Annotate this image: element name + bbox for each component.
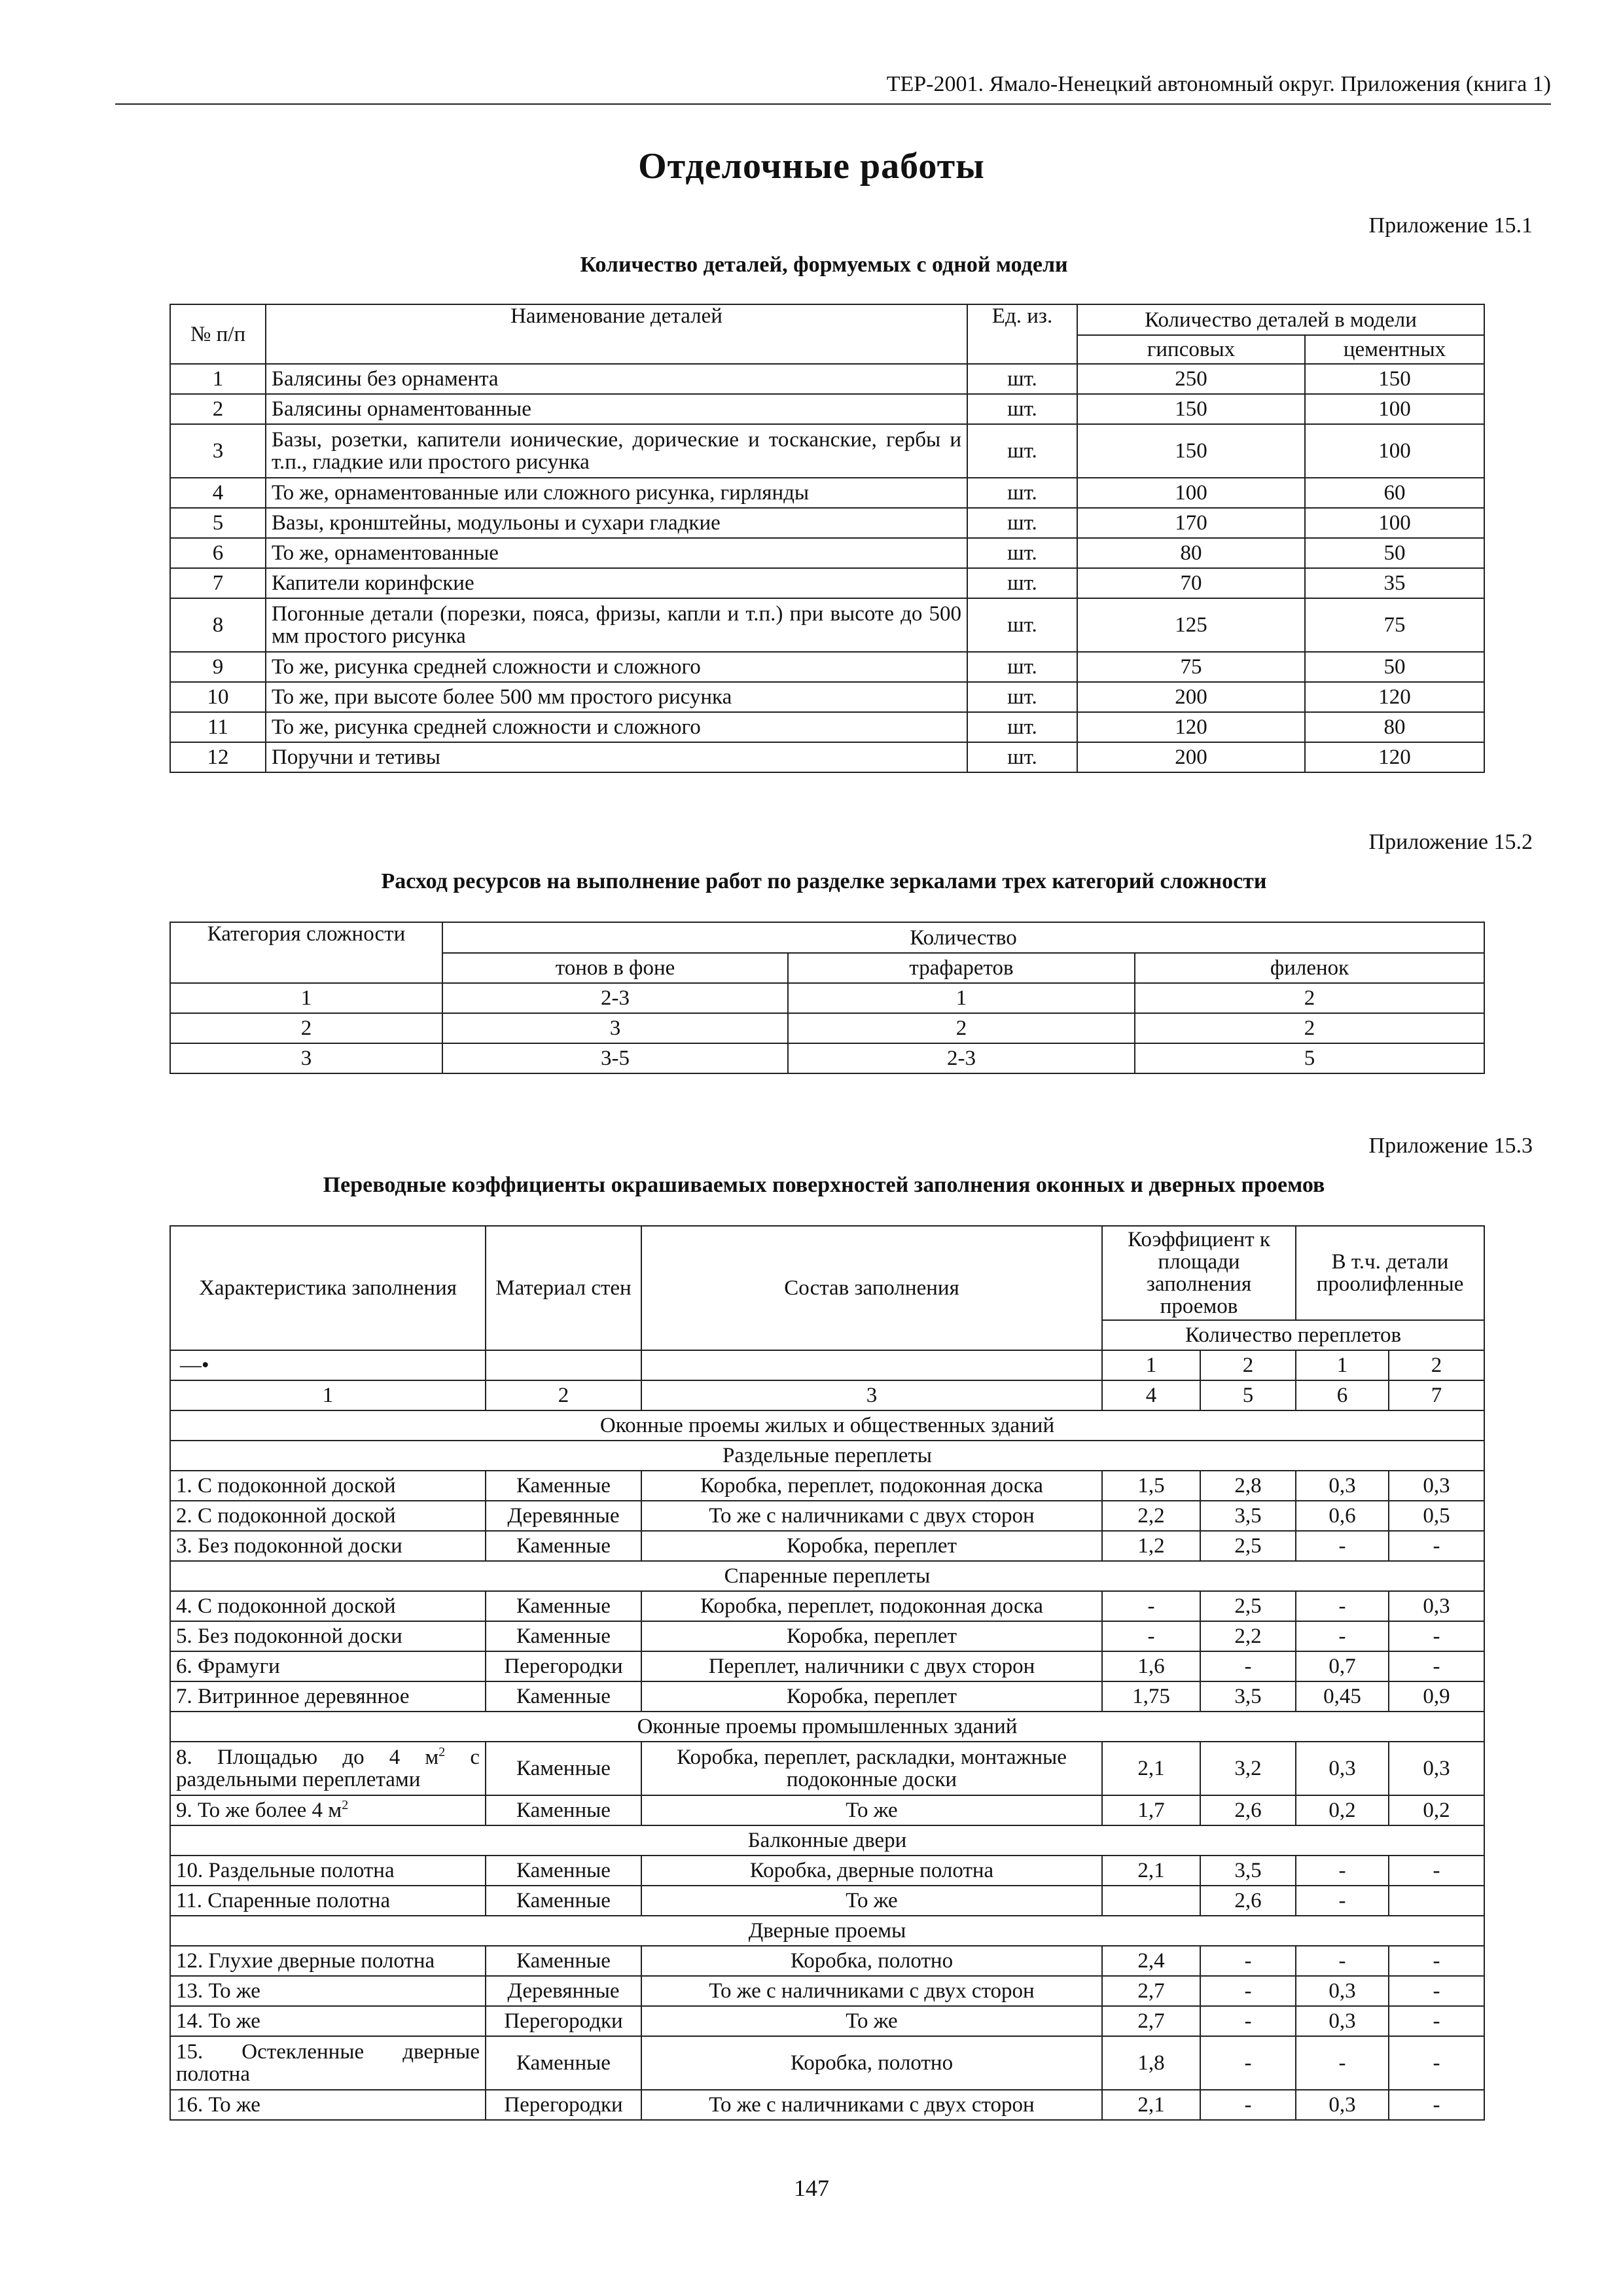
cell-name: Балясины орнаментованные bbox=[266, 394, 967, 424]
cell-panels: 5 bbox=[1135, 1043, 1484, 1073]
cell-unit: шт. bbox=[967, 538, 1077, 568]
cell-characteristic: 1. С подоконной доской bbox=[170, 1471, 486, 1501]
page-number: 147 bbox=[794, 2175, 829, 2201]
cell-value: 0,3 bbox=[1296, 1471, 1389, 1501]
cell-characteristic: 14. То же bbox=[170, 2006, 486, 2036]
table-row bbox=[170, 2090, 1484, 2120]
cell-number: 9 bbox=[170, 652, 266, 682]
cell-unit: шт. bbox=[967, 652, 1077, 682]
cell-characteristic: 3. Без подоконной доски bbox=[170, 1531, 486, 1561]
cell-value: 2,6 bbox=[1200, 1795, 1296, 1825]
cell-value: 2,5 bbox=[1200, 1591, 1296, 1621]
cell-value: - bbox=[1200, 1651, 1296, 1681]
cell-value: - bbox=[1389, 1621, 1484, 1651]
cell-name: Поручни и тетивы bbox=[266, 742, 967, 772]
cell-value: 0,9 bbox=[1389, 1681, 1484, 1712]
table-row bbox=[170, 682, 1484, 712]
subsection-heading: Раздельные переплеты bbox=[170, 1441, 1484, 1471]
table-row bbox=[170, 1651, 1484, 1681]
mirror-resources-table bbox=[169, 922, 1485, 1074]
cell-panels: 2 bbox=[1135, 1013, 1484, 1043]
table-caption-15-1: Количество деталей, формуемых с одной модели bbox=[580, 253, 1068, 277]
cell-unit: шт. bbox=[967, 424, 1077, 478]
cell-value: - bbox=[1389, 2036, 1484, 2090]
cell-gypsum: 100 bbox=[1077, 478, 1305, 508]
column-number: 2 bbox=[486, 1380, 641, 1410]
col-header-unit: Ед. из. bbox=[967, 304, 1077, 364]
cell-composition: То же с наличниками с двух сторон bbox=[641, 1501, 1102, 1531]
cell-value: 0,3 bbox=[1296, 2006, 1389, 2036]
cell-value: - bbox=[1296, 1946, 1389, 1976]
cell-material: Каменные bbox=[486, 1621, 641, 1651]
sub-number: 1 bbox=[1296, 1350, 1389, 1380]
cell-gypsum: 70 bbox=[1077, 568, 1305, 598]
cell-unit: шт. bbox=[967, 742, 1077, 772]
cell-characteristic: 16. То же bbox=[170, 2090, 486, 2120]
col-header-composition: Состав заполнения bbox=[641, 1226, 1102, 1350]
col-header-frames-count: Количество переплетов bbox=[1102, 1320, 1484, 1350]
cell-value: 0,3 bbox=[1389, 1471, 1484, 1501]
cell-cement: 100 bbox=[1305, 508, 1484, 538]
col-header-oiled-parts: В т.ч. детали проолифленные bbox=[1296, 1226, 1484, 1320]
cell-number: 11 bbox=[170, 712, 266, 742]
table-caption-15-2: Расход ресурсов на выполнение работ по разделке зеркалами трех категорий сложности bbox=[381, 869, 1267, 893]
cell-material: Деревянные bbox=[486, 1501, 641, 1531]
cell-unit: шт. bbox=[967, 598, 1077, 652]
cell-category: 1 bbox=[170, 983, 442, 1013]
cell-stencils: 1 bbox=[788, 983, 1135, 1013]
cell-material: Каменные bbox=[486, 1471, 641, 1501]
cell-gypsum: 200 bbox=[1077, 742, 1305, 772]
cell-material: Каменные bbox=[486, 1946, 641, 1976]
table-row bbox=[170, 1886, 1484, 1916]
cell-material: Перегородки bbox=[486, 2090, 641, 2120]
col-header-quantity: Количество деталей в модели bbox=[1077, 304, 1484, 335]
cell-gypsum: 75 bbox=[1077, 652, 1305, 682]
cell-number: 3 bbox=[170, 424, 266, 478]
cell-unit: шт. bbox=[967, 394, 1077, 424]
cell-gypsum: 200 bbox=[1077, 682, 1305, 712]
cell-name: То же, орнаментованные bbox=[266, 538, 967, 568]
cell-material: Каменные bbox=[486, 2036, 641, 2090]
cell-value: 1,8 bbox=[1102, 2036, 1200, 2090]
cell-material: Каменные bbox=[486, 1856, 641, 1886]
running-header: ТЕР-2001. Ямало-Ненецкий автономный округ. Приложения (книга 1) bbox=[115, 71, 1551, 105]
cell-composition: Коробка, полотно bbox=[641, 2036, 1102, 2090]
appendix-label-15-3: Приложение 15.3 bbox=[1368, 1134, 1533, 1158]
cell-value: - bbox=[1389, 1946, 1484, 1976]
col-header-quantity: Количество bbox=[442, 922, 1484, 953]
cell-value: 2,5 bbox=[1200, 1531, 1296, 1561]
cell-unit: шт. bbox=[967, 682, 1077, 712]
cell-value: - bbox=[1296, 2036, 1389, 2090]
cell-value: - bbox=[1200, 2006, 1296, 2036]
section-heading: Оконные проемы промышленных зданий bbox=[170, 1712, 1484, 1742]
cell-gypsum: 170 bbox=[1077, 508, 1305, 538]
cell-value: 1,5 bbox=[1102, 1471, 1200, 1501]
cell-characteristic: 2. С подоконной доской bbox=[170, 1501, 486, 1531]
cell-composition: То же bbox=[641, 1795, 1102, 1825]
cell-number: 1 bbox=[170, 364, 266, 394]
cell-gypsum: 150 bbox=[1077, 394, 1305, 424]
coefficients-table bbox=[169, 1225, 1485, 2121]
table-row bbox=[170, 1043, 1484, 1073]
sub-number: 2 bbox=[1389, 1350, 1484, 1380]
cell-value: 3,5 bbox=[1200, 1501, 1296, 1531]
cell-composition: То же с наличниками с двух сторон bbox=[641, 2090, 1102, 2120]
cell-value: 2,2 bbox=[1102, 1501, 1200, 1531]
cell-characteristic: 7. Витринное деревянное bbox=[170, 1681, 486, 1712]
cell-name: Балясины без орнамента bbox=[266, 364, 967, 394]
cell-value: - bbox=[1296, 1531, 1389, 1561]
cell-value: 0,2 bbox=[1296, 1795, 1389, 1825]
cell-cement: 50 bbox=[1305, 652, 1484, 682]
cell-value: - bbox=[1200, 1946, 1296, 1976]
cell-name: Базы, розетки, капители ионические, дорические и тосканские, гербы и т.п., гладкие или простого рисунка bbox=[266, 424, 967, 478]
cell-cement: 100 bbox=[1305, 424, 1484, 478]
table-row bbox=[170, 1621, 1484, 1651]
col-header-characteristic: Характеристика заполнения bbox=[170, 1226, 486, 1350]
cell-material: Перегородки bbox=[486, 1651, 641, 1681]
cell-name: То же, при высоте более 500 мм простого рисунка bbox=[266, 682, 967, 712]
cell-category: 3 bbox=[170, 1043, 442, 1073]
cell-tones: 2-3 bbox=[442, 983, 788, 1013]
cell-value: 0,6 bbox=[1296, 1501, 1389, 1531]
cell-gypsum: 80 bbox=[1077, 538, 1305, 568]
cell-value: - bbox=[1389, 1856, 1484, 1886]
cell-value: - bbox=[1200, 1976, 1296, 2006]
cell-number: 8 bbox=[170, 598, 266, 652]
cell-tones: 3 bbox=[442, 1013, 788, 1043]
cell-value: 2,7 bbox=[1102, 2006, 1200, 2036]
table-row bbox=[170, 1013, 1484, 1043]
column-number: 6 bbox=[1296, 1380, 1389, 1410]
table-row bbox=[170, 1795, 1484, 1825]
table-row bbox=[170, 1742, 1484, 1795]
cell-cement: 120 bbox=[1305, 742, 1484, 772]
cell-value: - bbox=[1296, 1856, 1389, 1886]
table-row bbox=[170, 1591, 1484, 1621]
cell-panels: 2 bbox=[1135, 983, 1484, 1013]
cell-material: Каменные bbox=[486, 1886, 641, 1916]
cell-cement: 120 bbox=[1305, 682, 1484, 712]
sub-number: 1 bbox=[1102, 1350, 1200, 1380]
cell-value: - bbox=[1200, 2036, 1296, 2090]
cell-cement: 150 bbox=[1305, 364, 1484, 394]
col-header-tones: тонов в фоне bbox=[442, 953, 788, 983]
cell-name: Погонные детали (порезки, пояса, фризы, капли и т.п.) при высоте до 500 мм простого рисунка bbox=[266, 598, 967, 652]
table-row bbox=[170, 1856, 1484, 1886]
table-row bbox=[170, 742, 1484, 772]
cell-composition: Коробка, переплет bbox=[641, 1621, 1102, 1651]
cell-material: Деревянные bbox=[486, 1976, 641, 2006]
cell-cement: 60 bbox=[1305, 478, 1484, 508]
table-row bbox=[170, 1501, 1484, 1531]
cell-value: 0,3 bbox=[1389, 1742, 1484, 1795]
cell-characteristic: 12. Глухие дверные полотна bbox=[170, 1946, 486, 1976]
cell-value: 0,5 bbox=[1389, 1501, 1484, 1531]
cell-value: - bbox=[1102, 1621, 1200, 1651]
cell-composition: Переплет, наличники с двух сторон bbox=[641, 1651, 1102, 1681]
cell-value: 2,1 bbox=[1102, 2090, 1200, 2120]
table-row bbox=[170, 983, 1484, 1013]
cell-composition: То же bbox=[641, 1886, 1102, 1916]
cell-value: - bbox=[1389, 1976, 1484, 2006]
table-row bbox=[170, 1531, 1484, 1561]
cell-value: 0,7 bbox=[1296, 1651, 1389, 1681]
table-row bbox=[170, 1976, 1484, 2006]
col-header-wall-material: Материал стен bbox=[486, 1226, 641, 1350]
cell-cement: 75 bbox=[1305, 598, 1484, 652]
cell-composition: То же с наличниками с двух сторон bbox=[641, 1976, 1102, 2006]
cell-composition: Коробка, переплет, подоконная доска bbox=[641, 1591, 1102, 1621]
cell-stencils: 2-3 bbox=[788, 1043, 1135, 1073]
cell-characteristic: 8. Площадью до 4 $м^2$ с раздельными переплетами bbox=[170, 1742, 486, 1795]
section-heading: Оконные проемы жилых и общественных зданий bbox=[170, 1410, 1484, 1441]
cell-characteristic: 6. Фрамуги bbox=[170, 1651, 486, 1681]
cell-characteristic: 13. То же bbox=[170, 1976, 486, 2006]
table-row bbox=[170, 538, 1484, 568]
cell-value: 0,3 bbox=[1296, 2090, 1389, 2120]
cell-value: 1,2 bbox=[1102, 1531, 1200, 1561]
cell-value: - bbox=[1296, 1886, 1389, 1916]
appendix-label-15-1: Приложение 15.1 bbox=[1368, 213, 1533, 238]
col-header-panels: филенок bbox=[1135, 953, 1484, 983]
table-row bbox=[170, 508, 1484, 538]
cell-value: 0,3 bbox=[1296, 1976, 1389, 2006]
column-number: 4 bbox=[1102, 1380, 1200, 1410]
cell-name: То же, рисунка средней сложности и сложного bbox=[266, 712, 967, 742]
col-header-number: № п/п bbox=[170, 304, 266, 364]
cell-composition: Коробка, переплет bbox=[641, 1681, 1102, 1712]
cell-value: 2,8 bbox=[1200, 1471, 1296, 1501]
cell-value: 2,6 bbox=[1200, 1886, 1296, 1916]
col-header-name: Наименование деталей bbox=[266, 304, 967, 364]
cell-name: Вазы, кронштейны, модульоны и сухари гладкие bbox=[266, 508, 967, 538]
cell-value: - bbox=[1296, 1621, 1389, 1651]
cell-value: 2,4 bbox=[1102, 1946, 1200, 1976]
cell-number: 5 bbox=[170, 508, 266, 538]
cell-number: 10 bbox=[170, 682, 266, 712]
cell-composition: Коробка, переплет bbox=[641, 1531, 1102, 1561]
cell-value: 1,75 bbox=[1102, 1681, 1200, 1712]
table-row bbox=[170, 1681, 1484, 1712]
cell-value: 0,3 bbox=[1296, 1742, 1389, 1795]
cell-gypsum: 120 bbox=[1077, 712, 1305, 742]
cell-stencils: 2 bbox=[788, 1013, 1135, 1043]
cell-value: 2,7 bbox=[1102, 1976, 1200, 2006]
cell-characteristic: 9. То же более 4 $м^2$ bbox=[170, 1795, 486, 1825]
cell-value: - bbox=[1102, 1591, 1200, 1621]
cell-value: 3,2 bbox=[1200, 1742, 1296, 1795]
cell-value: 2,1 bbox=[1102, 1742, 1200, 1795]
cell-composition: Коробка, полотно bbox=[641, 1946, 1102, 1976]
col-header-gypsum: гипсовых bbox=[1077, 335, 1305, 364]
appendix-label-15-2: Приложение 15.2 bbox=[1368, 830, 1533, 854]
table-row bbox=[170, 598, 1484, 652]
cell-gypsum: 125 bbox=[1077, 598, 1305, 652]
cell-value: - bbox=[1389, 1531, 1484, 1561]
cell-value: 0,2 bbox=[1389, 1795, 1484, 1825]
cell-number: 4 bbox=[170, 478, 266, 508]
cell-unit: шт. bbox=[967, 568, 1077, 598]
sub-number: 2 bbox=[1200, 1350, 1296, 1380]
cell-characteristic: 11. Спаренные полотна bbox=[170, 1886, 486, 1916]
cell-value: - bbox=[1200, 2090, 1296, 2120]
cell-characteristic: 10. Раздельные полотна bbox=[170, 1856, 486, 1886]
cell-value bbox=[1102, 1886, 1200, 1916]
column-number: 7 bbox=[1389, 1380, 1484, 1410]
cell-value: 2,1 bbox=[1102, 1856, 1200, 1886]
table-row bbox=[170, 1471, 1484, 1501]
cell-value: - bbox=[1389, 2090, 1484, 2120]
cell-unit: шт. bbox=[967, 478, 1077, 508]
cell-composition: Коробка, переплет, подоконная доска bbox=[641, 1471, 1102, 1501]
cell-number: 2 bbox=[170, 394, 266, 424]
table-row bbox=[170, 1946, 1484, 1976]
cell-value: - bbox=[1389, 1651, 1484, 1681]
cell-unit: шт. bbox=[967, 508, 1077, 538]
cell-value: 2,2 bbox=[1200, 1621, 1296, 1651]
table-row bbox=[170, 394, 1484, 424]
cell-value bbox=[1389, 1886, 1484, 1916]
table-row bbox=[170, 424, 1484, 478]
dash-mark: —• bbox=[170, 1350, 486, 1380]
cell-characteristic: 4. С подоконной доской bbox=[170, 1591, 486, 1621]
cell-material: Перегородки bbox=[486, 2006, 641, 2036]
cell-value: - bbox=[1296, 1591, 1389, 1621]
column-number: 3 bbox=[641, 1380, 1102, 1410]
cell-material: Каменные bbox=[486, 1795, 641, 1825]
col-header-coefficient: Коэффициент к площади заполнения проемов bbox=[1102, 1226, 1296, 1320]
cell-material: Каменные bbox=[486, 1742, 641, 1795]
cell-material: Каменные bbox=[486, 1681, 641, 1712]
cell-gypsum: 250 bbox=[1077, 364, 1305, 394]
subsection-heading: Спаренные переплеты bbox=[170, 1561, 1484, 1591]
cell-name: То же, орнаментованные или сложного рисунка, гирлянды bbox=[266, 478, 967, 508]
cell-characteristic: 5. Без подоконной доски bbox=[170, 1621, 486, 1651]
cell-material: Каменные bbox=[486, 1531, 641, 1561]
col-header-category: Категория сложности bbox=[170, 922, 442, 983]
col-header-stencils: трафаретов bbox=[788, 953, 1135, 983]
cell-characteristic: 15. Остекленные дверные полотна bbox=[170, 2036, 486, 2090]
section-heading: Дверные проемы bbox=[170, 1916, 1484, 1946]
cell-tones: 3-5 bbox=[442, 1043, 788, 1073]
cell-value: 3,5 bbox=[1200, 1856, 1296, 1886]
cell-number: 6 bbox=[170, 538, 266, 568]
cell-composition: То же bbox=[641, 2006, 1102, 2036]
cell-number: 7 bbox=[170, 568, 266, 598]
col-header-cement: цементных bbox=[1305, 335, 1484, 364]
column-number: 5 bbox=[1200, 1380, 1296, 1410]
column-number: 1 bbox=[170, 1380, 486, 1410]
cell-unit: шт. bbox=[967, 364, 1077, 394]
table-row bbox=[170, 712, 1484, 742]
details-table bbox=[169, 304, 1485, 773]
cell-category: 2 bbox=[170, 1013, 442, 1043]
cell-value: - bbox=[1389, 2006, 1484, 2036]
section-heading: Балконные двери bbox=[170, 1825, 1484, 1856]
cell-cement: 80 bbox=[1305, 712, 1484, 742]
cell-cement: 100 bbox=[1305, 394, 1484, 424]
cell-unit: шт. bbox=[967, 712, 1077, 742]
table-row bbox=[170, 652, 1484, 682]
table-row bbox=[170, 2036, 1484, 2090]
table-row bbox=[170, 364, 1484, 394]
cell-value: 0,45 bbox=[1296, 1681, 1389, 1712]
cell-value: 0,3 bbox=[1389, 1591, 1484, 1621]
cell-value: 3,5 bbox=[1200, 1681, 1296, 1712]
cell-cement: 35 bbox=[1305, 568, 1484, 598]
cell-value: 1,7 bbox=[1102, 1795, 1200, 1825]
cell-name: Капители коринфские bbox=[266, 568, 967, 598]
cell-cement: 50 bbox=[1305, 538, 1484, 568]
cell-name: То же, рисунка средней сложности и сложного bbox=[266, 652, 967, 682]
table-row bbox=[170, 478, 1484, 508]
cell-number: 12 bbox=[170, 742, 266, 772]
table-row bbox=[170, 2006, 1484, 2036]
cell-value: 1,6 bbox=[1102, 1651, 1200, 1681]
table-row bbox=[170, 568, 1484, 598]
cell-gypsum: 150 bbox=[1077, 424, 1305, 478]
cell-composition: Коробка, переплет, раскладки, монтажные подоконные доски bbox=[641, 1742, 1102, 1795]
cell-composition: Коробка, дверные полотна bbox=[641, 1856, 1102, 1886]
page-title: Отделочные работы bbox=[638, 146, 985, 187]
table-caption-15-3: Переводные коэффициенты окрашиваемых поверхностей заполнения оконных и дверных проемов bbox=[323, 1173, 1325, 1197]
cell-material: Каменные bbox=[486, 1591, 641, 1621]
